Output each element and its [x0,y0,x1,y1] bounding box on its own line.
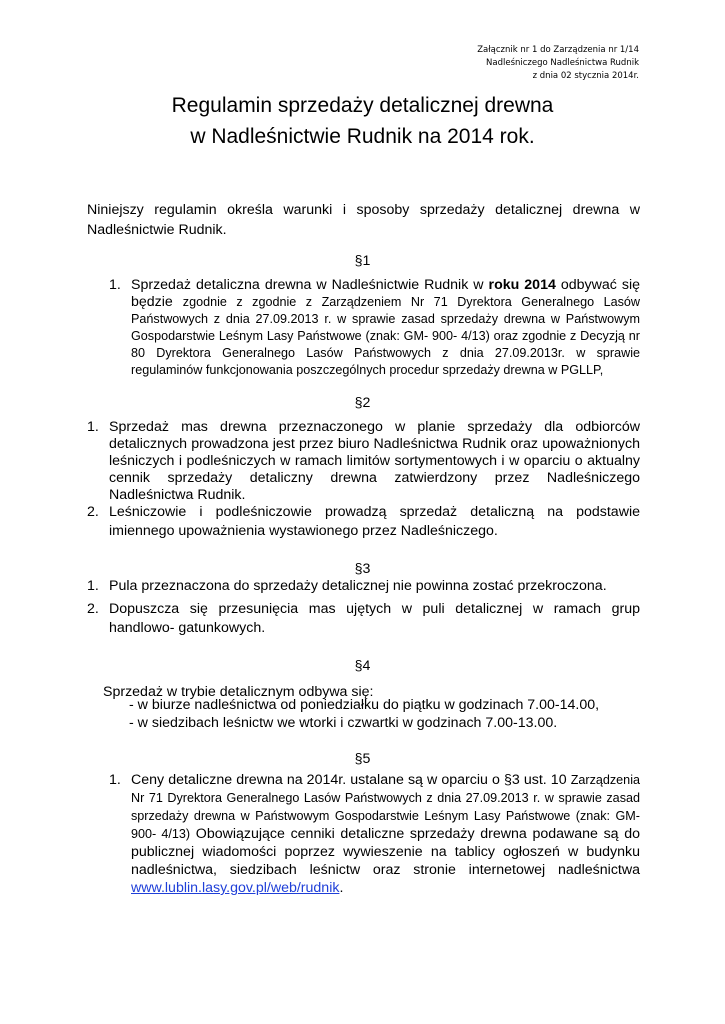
section-4-lead: Sprzedaż w trybie detalicznym odbywa się: [103,684,374,700]
item-text-a: Sprzedaż detaliczna drewna w Nadleśnictwie Rudnik w [131,277,489,293]
website-link[interactable]: www.lublin.lasy.gov.pl/web/rudnik [131,880,340,896]
item-number: 1. [87,419,99,435]
section-1-item-1 [109,277,641,379]
section-2-item-1 [87,419,640,504]
item-number: 1. [109,772,121,788]
item-text: Dopuszcza się przesunięcia mas ujętych w puli detalicznej w ramach grup handlowo- gatunkowych. [109,601,640,636]
section-4-line-2: - w siedzibach leśnictw we wtorki i czwartki w godzinach 7.00-13.00. [129,715,558,731]
attachment-line-2: Nadleśniczego Nadleśnictwa Rudnik [486,58,639,68]
item-number: 1. [87,578,99,594]
section-4-heading: §4 [354,658,371,674]
attachment-note [477,44,639,83]
attachment-line-3: z dnia 02 stycznia 2014r. [532,71,639,81]
item-text: Leśniczowie i podleśniczowie prowadzą sprzedaż detaliczną na podstawie imiennego upoważnienia wystawionego przez Nadleśniczego. [109,504,640,539]
item-text-bold: roku 2014 [488,277,556,293]
item-text-b: Zarządzenia Nr 71 Dyrektora Generalnego Lasów Państwowych z dnia 27.09.2013 r. w sprawie zasad sprzedaży drewna w Państwowym Gospodarstwie Leśnym Lasy Państwowe (znak: GM- 900- 4/13) [131,773,640,841]
section-3-item-1 [87,578,640,595]
item-number: 1. [109,277,121,293]
item-number: 2. [87,504,99,520]
section-3-heading: §3 [354,561,371,577]
item-text: Sprzedaż mas drewna przeznaczonego w planie sprzedaży dla odbiorców detalicznych prowadzona jest przez biuro Nadleśnictwa Rudnik oraz upoważnionych leśniczych i podleśniczych w ramach limitów sortymentowych i w oparciu o aktualny cennik sprzedaży detaliczny drewna zatwierdzony przez Nadleśniczego Nadleśnictwa Rudnik. [109,419,640,503]
section-5-item-1 [109,771,640,897]
item-text-b: odbywać się będzie [131,277,640,310]
section-2-item-2 [87,503,640,541]
item-text-c: Obowiązujące cenniki detaliczne sprzedaży drewna podawane są do publicznej wiadomości poprzez wywieszenie na tablicy ogłoszeń w budynku nadleśnictwa, siedzibach leśnictw oraz stronie internetowej nadleśnictwa [131,826,640,878]
title-line-2: w Nadleśnictwie Rudnik na 2014 rok. [190,125,535,148]
document-title [0,90,725,152]
intro-paragraph: Niniejszy regulamin określa warunki i sposoby sprzedaży detalicznej drewna w Nadleśnictwie Rudnik. [87,202,640,238]
title-line-1: Regulamin sprzedaży detalicznej drewna [171,94,554,117]
item-text-end: . [339,880,344,896]
item-number: 2. [87,601,99,617]
item-text: Pula przeznaczona do sprzedaży detalicznej nie powinna zostać przekroczona. [109,578,607,594]
section-3-item-2 [87,600,640,638]
attachment-line-1: Załącznik nr 1 do Zarządzenia nr 1/14 [477,45,639,55]
item-text-a: Ceny detaliczne drewna na 2014r. ustalane są w oparciu o §3 ust. 10 [131,772,571,788]
section-4-line-1: - w biurze nadleśnictwa od poniedziałku do piątku w godzinach 7.00-14.00, [129,697,600,713]
item-text-c: zgodnie z zgodnie z Zarządzeniem Nr 71 Dyrektora Generalnego Lasów Państwowych z dnia 27.09.2013 r. w sprawie zasad sprzedaży drewna w Państwowym Gospodarstwie Leśnym Lasy Państwowe (znak: GM- 900- 4/13) oraz zgodnie z Decyzją nr 80 Dyrektora Generalnego Lasów Państwowych z dnia 27.09.2013r. w sprawie regulaminów funkcjonowania poszczególnych procedur sprzedaży drewna w PGLLP, [131,295,641,377]
section-1-heading: §1 [354,253,371,269]
section-5-heading: §5 [354,751,371,767]
section-2-heading: §2 [354,395,371,411]
